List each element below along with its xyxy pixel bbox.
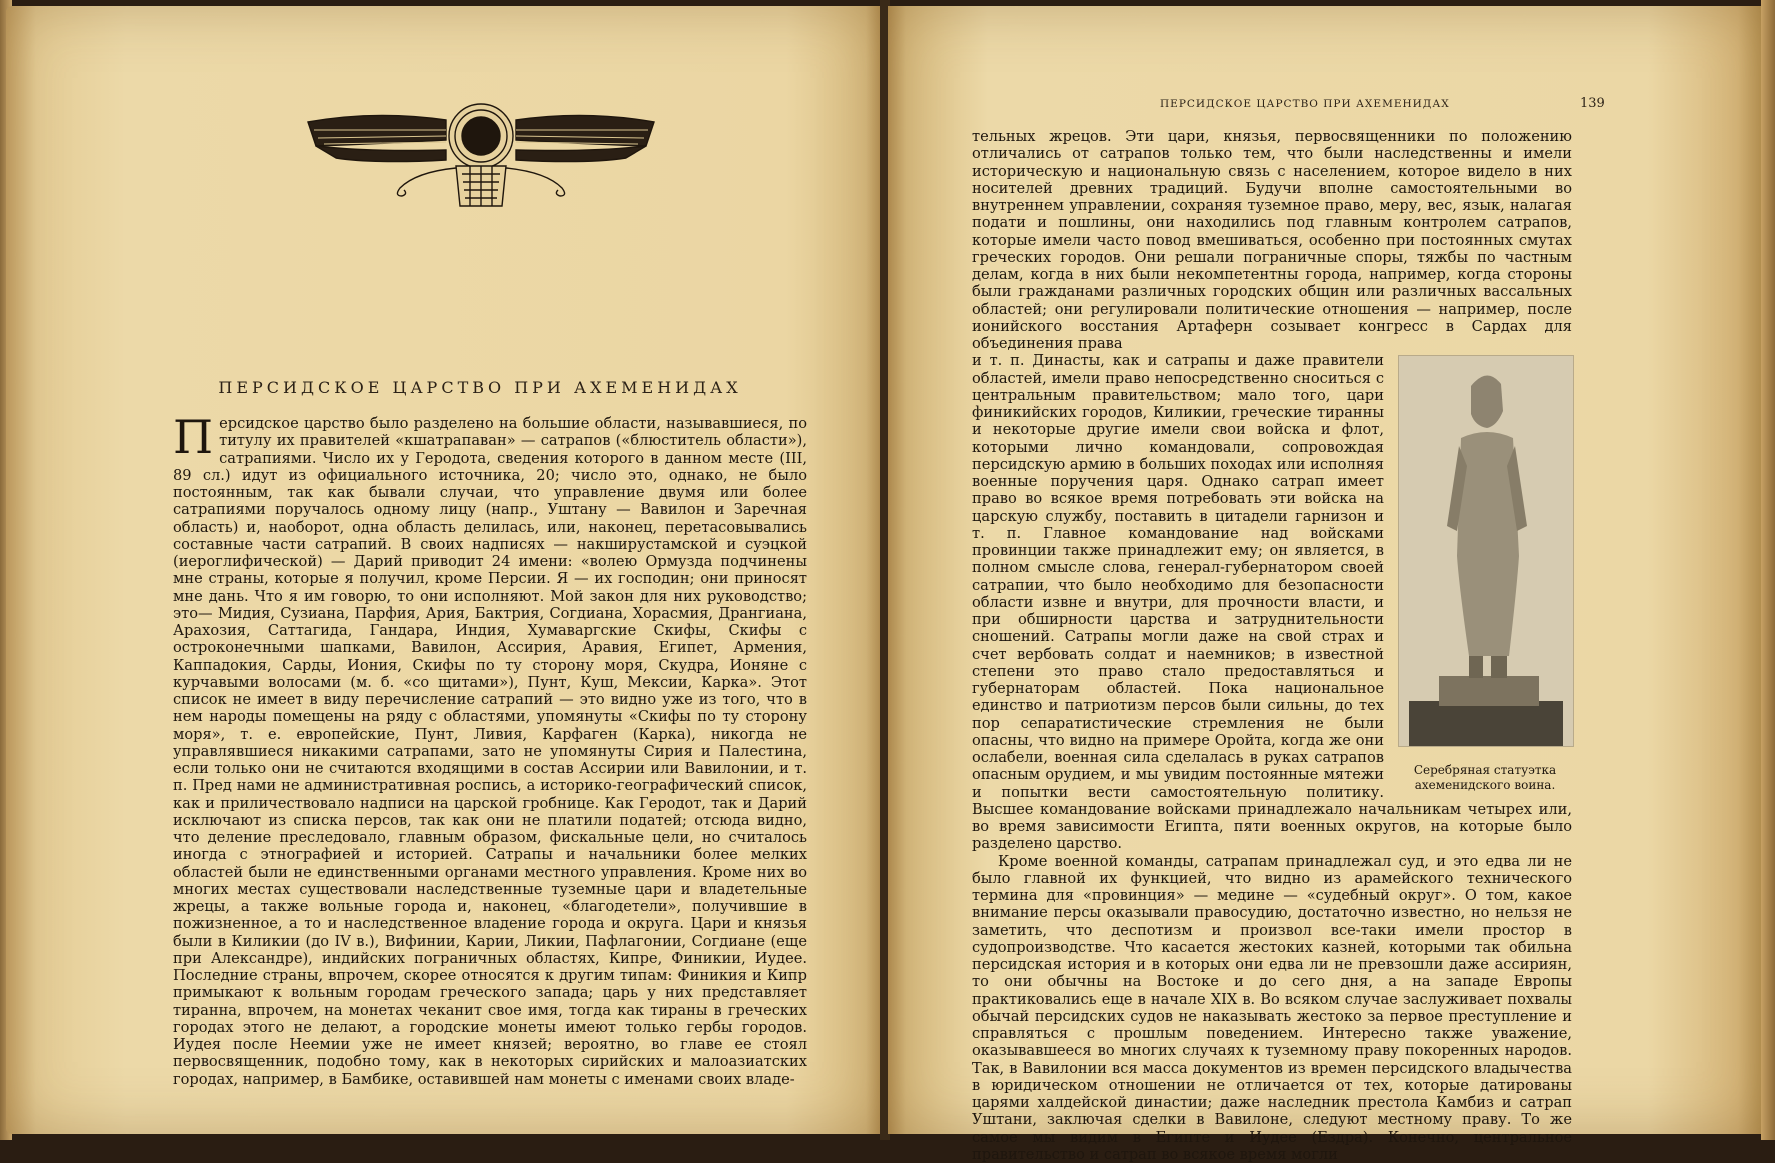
- right-paragraph-1a: тельных жрецов. Эти цари, князья, первосвященники по положению отличались от сатрапов только тем, что были наследственны и имели историческую и национальную связь с населением, которое видело в них носителей древних традиций. Будучи вполне самостоятельными во внутреннем управлении, сохраняя туземное право, меру, вес, язык, налагая подати и пошлины, они находились под главным контролем сатрапов, которые имели часто повод вмешиваться, особенно при постоянных смутах греческих городов. Они решали пограничные споры, тяжбы по частным делам, когда в них были некомпетентны города, например, когда стороны были гражданами различных городских общин или различных вассальных областей; они регулировали политические отношения — например, после ионийского восстания Артаферн созывает конгресс в Сардах для объединения права: [972, 128, 1572, 352]
- drop-cap: П: [173, 417, 213, 457]
- left-page-body: [173, 415, 807, 1088]
- statuette-icon: [1399, 356, 1573, 746]
- right-page-body: [972, 128, 1572, 1163]
- right-paragraph-2: Кроме военной команды, сатрапам принадлежал суд, и это едва ли не было главной их функцией, что видно из арамейского технического термина для «провинция» — медине — «судебный округ». О том, какое внимание персы оказывали правосудию, достаточно известно, но нельзя не заметить, что деспотизм и произвол все-таки имели простор в судопроизводстве. Что касается жестоких казней, которыми так обильна персидская история и в которых они едва ли не превзошли даже ассириян, то они обычны на Востоке и до сего дня, а на западе Европы практиковались еще в начале XIX в. Во всяком случае заслуживает похвалы обычай персидских судов не наказывать жестоко за первое преступление и справляться с прошлым поведением. Интересно также уважение, оказывавшееся во многих случаях к туземному праву покоренных народов. Так, в Вавилонии вся масса документов из времен персидского владычества в юридическом отношении не отличается от тех, которые датированы царями халдейской династии; даже наследник престола Камбиз и сатрап Уштани, заключая сделки в Вавилоне, следуют местному праву. То же самое мы видим в Египте и Иудее (Ездра). Конечно, центральное правительство и сатрап во всякое время могли: [972, 853, 1572, 1163]
- figure-caption: Серебряная статуэтка ахеменидского воина.: [1398, 763, 1572, 793]
- running-head: ПЕРСИДСКОЕ ЦАРСТВО ПРИ АХЕМЕНИДАХ: [1160, 98, 1450, 110]
- page-number: 139: [1580, 96, 1605, 111]
- figure: [1398, 355, 1572, 793]
- chapter-title: ПЕРСИДСКОЕ ЦАРСТВО ПРИ АХЕМЕНИДАХ: [190, 378, 770, 397]
- faravahar-winged-disc-icon: [306, 100, 656, 218]
- right-paragraph-1b: и т. п. Династы, как и сатрапы и даже правители областей, имели право непосредственно сноситься с центральным правительством; мало того, цари финикийских городов, Киликии, греческие тиранны и некоторые другие имели свои войска и флот, которыми лично командовали, сопровождая персидскую армию в больших походах или исполняя военные поручения царя. Однако сатрап имеет право во всякое время потребовать эти войска на царскую службу, поставить в цитадели гарнизон и т. п. Главное командование над войсками провинции также принадлежит ему; он является, в полном смысле слова, генерал-губернатором своей сатрапии, что было необходимо для безопасности области извне и внутри, для прочности власти, и при обширности царства и затруднительности сношений. Сатрапы могли даже на свой страх и счет вербовать солдат и наемников; в известной степени это право стало предоставляться и губернаторам областей. Пока национальное единство и патриотизм персов были сильны, до тех пор сепаратистические стремления не были опасны, что видно на примере Оройта, когда же они ослабели, военная сила сделалась в руках сатрапов опасным орудием, и мы увидим постоянные мятежи и попытки вести самостоятельную политику. Высшее командование войсками принадлежало начальникам четырех или, во время зависимости Египта, пяти военных округов, на которые было разделено царство.: [972, 352, 1572, 852]
- left-page-paragraph: ерсидское царство было разделено на большие области, называвшиеся, по титулу их правителей «кшатрапаван» — сатрапов («блюститель области»), сатрапиями. Число их у Геродота, сведения которого в данном месте (III, 89 сл.) идут из официального источника, 20; число это, однако, не было постоянным, так как бывали случаи, что управление двумя или более сатрапиями поручалось одному лицу (напр., Уштану — Вавилон и Заречная область) и, наоборот, одна область делилась, или, наконец, перетасовывались составные части сатрапий. В своих надписях — накширустамской и суэцкой (иероглифической) — Дарий приводит 24 имени: «волею Ормузда подчинены мне страны, которые я получил, кроме Персии. Я — их господин; они приносят мне дань. Что я им говорю, то они исполняют. Мой закон для них руководство; это— Мидия, Сузиана, Парфия, Ария, Бактрия, Согдиана, Хорасмия, Дрангиана, Арахозия, Саттагида, Гандара, Индия, Хумаваргские Скифы, Скифы с остроконечными шапками, Вавилон, Ассирия, Аравия, Египет, Армения, Каппадокия, Сарды, Иония, Скифы по ту сторону моря, Скудра, Ионяне с курчавыми волосами (м. б. «со щитами»), Пунт, Куш, Мексии, Карка». Этот список не имеет в виду перечисление сатрапий — это видно уже из того, что в нем народы помещены на ряду с областями, упомянуты «Скифы по ту сторону моря», т. е. европейские, Пунт, Ливия, Карфаген (Карка), никогда не управлявшиеся никакими сатрапами, зато не упомянуты Сирия и Палестина, если только они не считаются входящими в состав Ассирии или Вавилонии, и т. п. Пред нами не административная роспись, а историко-географический список, как и приличествовало надписи на царской гробнице. Как Геродот, так и Дарий исключают из списка персов, так как они не платили податей; отсюда видно, что деление преследовало, главным образом, фискальные цели, но считалось иногда с этнографией и историей. Сатрапы и начальники более мелких областей были не единственными органами местного управления. Кроме них во многих местах существовали наследственные туземные цари и владетельные жрецы, а также вольные города и, наконец, «благодетели», получившие в пожизненное, а то и наследственное владение города и округа. Цари и князья были в Киликии (до IV в.), Вифинии, Карии, Ликии, Пафлагонии, Согдиане (еще при Александре), индийских пограничных областях, Кипре, Финикии, Иудее. Последние страны, впрочем, скорее относятся к другим типам: Финикия и Кипр примыкают к вольным городам греческого запада; царь у них представляет тиранна, впрочем, на монетах чеканит свое имя, тогда как тираны в греческих городах этого не делают, а городские монеты имеют только гербы городов. Иудея после Неемии уже не имеет князей; вероятно, во главе ее стоял первосвященник, подобно тому, как в некоторых сирийских и малоазиатских городах, например, в Бамбике, оставившей нам монеты с именами своих владе-: [173, 415, 807, 1088]
- warrior-statuette-photo: [1398, 355, 1574, 747]
- book-edge-right: [1761, 0, 1775, 1140]
